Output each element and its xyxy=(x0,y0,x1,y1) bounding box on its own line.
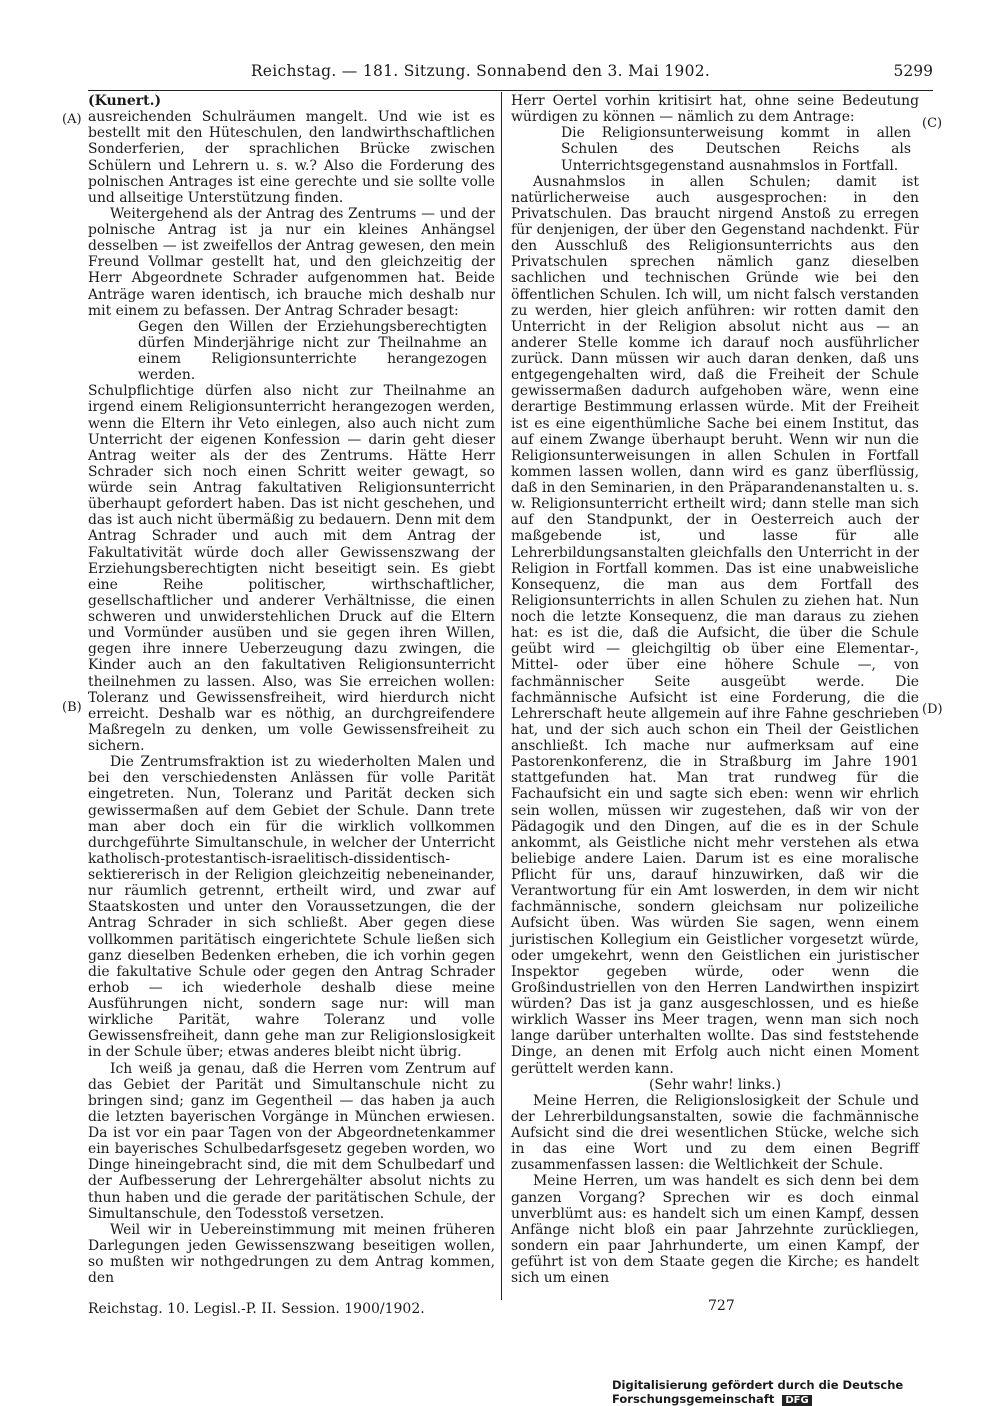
speaker-name: (Kunert.) xyxy=(88,93,162,109)
interjection: (Sehr wahr! links.) xyxy=(648,1076,782,1093)
paragraph: Meine Herren, die Religionslosigkeit der Schule und der Lehrerbildungsanstalten, sowie die fachmännische Aufsicht sind die drei wesentlichen Stücke, welche sich in das eine Wort und zu dem einen Begriff zusammenfassen lassen: die Weltlichkeit der Schule. xyxy=(511,1092,919,1174)
paragraph: Ausnahmslos in allen Schulen; damit ist natürlicherweise auch ausgesprochen: in den Privatschulen. Das braucht nirgend Anstoß zu erregen für denjenigen, der über den Gegenstand nachdenkt. Für den Ausschluß des Religionsunterrichts aus den Privatschulen sprechen nämlich ganz dieselben sachlichen und technischen Gründe wie bei den öffentlichen Schulen. Ich will, um nicht falsch verstanden zu werden, hier gleich anführen: wir rotten damit den Unterricht in der Religion absolut nicht aus — an anderer Stelle komme ich darauf noch ausführlicher zurück. Dann müssen wir auch daran denken, daß uns entgegengehalten wird, daß die Freiheit der Schule gewissermaßen dadurch aufgehoben wäre, wenn eine derartige Bestimmung erlassen würde. Mit der Freiheit ist es eine eigenthümliche Sache bei einem Institut, das auf einem Zwange überhaupt beruht. Wenn wir nun die Religionsunterweisungen in allen Schulen in Fortfall kommen lassen wollen, dann wird es ganz überflüssig, daß in den Seminarien, in den Präparandenanstalten u. s. w. Religionsunterricht ertheilt wird; dann stelle man sich auf den Standpunkt, der in Oesterreich auch der maßgebende ist, und lasse für alle Lehrerbildungsanstalten gleichfalls den Unterricht in der Religion in Fortfall kommen. Das ist eine unabweisliche Konsequenz, die man aus dem Fortfall des Religionsunterrichts in allen Schulen zu ziehen hat. Nun noch die letzte Konsequenz, die man daraus zu ziehen hat: es ist die, daß die Aufsicht, die über die Schule geübt wird — gleichgiltig ob über eine Elementar-, Mittel- oder über eine höhere Schule —, von fachmännischer Seite ausgeübt werde. Die fachmännische Aufsicht ist eine Forderung, die die Lehrerschaft heute allgemein auf ihre Fahne geschrieben hat, und der sich auch schon ein Theil der Geistlichen anschließt. Ich mache nur aufmerksam auf eine Pastorenkonferenz, die in Straßburg im Jahre 1901 stattgefunden hat. Man trat rundweg für die Fachaufsicht ein und sagte sich eben: wenn wir ehrlich sein wollen, müssen wir zugestehen, daß wir von der Pädagogik und den Dingen, auf die es in der Schule ankommt, als Geistliche nicht mehr verstehen als etwa beliebige andere Laien. Darum ist es eine moralische Pflicht für uns, darauf hinzuwirken, daß wir die Verantwortung für ein Amt loswerden, in dem wir nicht fachmännische, sondern gleichsam nur polizeiliche Aufsicht üben. Was würden Sie sagen, wenn einem juristischen Kollegium ein Geistlicher vorgesetzt würde, oder umgekehrt, wenn den Geistlichen ein juristischer Inspektor gegeben würde, oder wenn die Großindustriellen von den Herren Landwirthen inspizirt würden? Das ist ja ganz ausgeschlossen, und es hieße wirklich Wasser ins Meer tragen, wenn man sich noch lange darüber unterhalten wollte. Das sind feststehende Dinge, an denen mit Erfolg auch nicht einen Moment gerüttelt werden kann. xyxy=(511,173,919,1077)
column-divider xyxy=(501,92,502,1300)
margin-marker-d: (D) xyxy=(922,702,943,717)
watermark-text: Digitalisierung gefördert durch die Deutsche Forschungsgemeinschaft xyxy=(612,1378,904,1406)
paragraph: Weitergehend als der Antrag des Zentrums — und der polnische Antrag ist ja nur ein kleines Anhängsel desselben — ist zweifellos der Antrag gewesen, den mein Freund Vollmar gestellt hat, und den gleichzeitig der Herr Abgeordnete Schrader aufgenommen hat. Beide Anträge waren identisch, ich brauche mich deshalb nur mit einem zu befassen. Der Antrag Schrader besagt: xyxy=(88,205,495,319)
left-column xyxy=(88,93,495,1286)
paragraph: Meine Herren, um was handelt es sich denn bei dem ganzen Vorgang? Sprechen wir es doch einmal unverblümt aus: es handelt sich um einen Kampf, dessen Anfänge nicht bloß ein paar Jahrzehnte zurückliegen, sondern ein paar Jahrhunderte, um einen Kampf, der geführt ist von dem Staate gegen die Kirche; es handelt sich um einen xyxy=(511,1173,919,1287)
quoted-motion: Gegen den Willen der Erziehungsberechtigten dürfen Minderjährige nicht zur Theilnahme an einem Religionsunterrichte herangezogen werden. xyxy=(138,318,487,384)
margin-marker-a: (A) xyxy=(62,112,82,127)
margin-marker-c: (C) xyxy=(922,116,943,131)
page-header-title: Reichstag. — 181. Sitzung. Sonnabend den 3. Mai 1902. xyxy=(250,62,711,80)
right-column xyxy=(511,93,919,1286)
paragraph: ausreichenden Schulräumen mangelt. Und wie ist es bestellt mit den Hüteschulen, den landwirthschaftlichen Sonderferien, der sprachlichen Brücke zwischen Schülern und Lehrern u. s. w.? Also die Forderung des polnischen Antrages ist eine gerechte und sie sollte volle und allseitige Unterstützung finden. xyxy=(88,109,495,206)
paragraph: Schulpflichtige dürfen also nicht zur Theilnahme an irgend einem Religionsunterricht herangezogen werden, wenn die Eltern ihr Veto einlegen, also auch nicht zum Unterricht der eigenen Konfession — darin geht dieser Antrag weiter als der des Zentrums. Hätte Herr Schrader sich noch einen Schritt weiter gewagt, so würde sein Antrag fakultativen Religionsunterricht überhaupt gefordert haben. Das ist nicht geschehen, und das ist auch nicht übermäßig zu bedauern. Denn mit dem Antrag Schrader und auch mit dem Antrag der Fakultativität würde doch aller Gewissenszwang der Erziehungsberechtigten nicht beseitigt sein. Es giebt eine Reihe politischer, wirthschaftlicher, gesellschaftlicher und anderer Verhältnisse, die einen schweren und unwiderstehlichen Druck auf die Eltern und Vormünder ausüben und sie gegen ihren Willen, gegen ihre innere Ueberzeugung dazu zwingen, die Kinder auch an den fakultativen Religionsunterricht theilnehmen zu lassen. Also, was Sie erreichen wollen: Toleranz und Gewissensfreiheit, wird hierdurch nicht erreicht. Deshalb war es nöthig, an durchgreifendere Maßregeln zu denken, um volle Gewissensfreiheit zu sichern. xyxy=(88,383,495,754)
paragraph: Herr Oertel vorhin kritisirt hat, ohne seine Bedeutung würdigen zu können — nämlich zu dem Antrage: xyxy=(511,93,919,126)
page-number: 5299 xyxy=(893,62,933,80)
dfg-watermark xyxy=(612,1378,1000,1406)
page-header xyxy=(88,62,933,88)
page-footer: Reichstag. 10. Legisl.-P. II. Session. 1900/1902. xyxy=(88,1301,425,1317)
header-rule xyxy=(88,90,933,91)
dfg-logo-icon: DFG xyxy=(782,1395,811,1406)
quoted-motion: Die Religionsunterweisung kommt in allen Schulen des Deutschen Reichs als Unterrichtsgegenstand ausnahmslos in Fortfall. xyxy=(561,125,911,174)
paragraph: Weil wir in Uebereinstimmung mit meinen früheren Darlegungen jeden Gewissenszwang beseitigen wollen, so mußten wir nothgedrungen zu dem Antrag kommen, den xyxy=(88,1221,495,1287)
paragraph: Ich weiß ja genau, daß die Herren vom Zentrum auf das Gebiet der Parität und Simultanschule nicht zu bringen sind; ganz im Gegentheil — das haben ja auch die letzten bayerischen Vorgänge in München erwiesen. Da ist vor ein paar Tagen von der Abgeordnetenkammer ein bayerisches Schulbedarfsgesetz gegeben worden, wo Dinge hineingebracht sind, die mit dem Schulbedarf und der Aufbesserung der Lehrergehälter absolut nichts zu thun haben und die gerade der paritätischen Schule, der Simultanschule, den Todesstoß versetzen. xyxy=(88,1060,495,1222)
paragraph: Die Zentrumsfraktion ist zu wiederholten Malen und bei den verschiedensten Anlässen für volle Parität eingetreten. Nun, Toleranz und Parität decken sich gewissermaßen auf dem Gebiet der Schule. Dann trete man aber doch ein für die wirklich vollkommen durchgeführte Simultanschule, in welcher der Unterricht katholisch-protestantisch-israelitisch-dissidentisch-sektiererisch in der Religion gleichzeitig nebeneinander, nur räumlich getrennt, ertheilt wird, und zwar auf Staatskosten und unter den Voraussetzungen, die der Antrag Schrader in sich schließt. Aber gegen diese vollkommen paritätisch eingerichtete Schule ließen sich ganz dieselben Bedenken erheben, die ich vorhin gegen die fakultative Schule oder gegen den Antrag Schrader erhob — ich wiederhole deshalb diese meine Ausführungen nicht, sondern sage nur: will man wirkliche Parität, wahre Toleranz und volle Gewissensfreiheit, dann gehe man zur Religionslosigkeit in der Schule über; etwas anderes bleibt nicht übrig. xyxy=(88,754,495,1061)
margin-marker-b: (B) xyxy=(62,700,82,715)
sheet-number: 727 xyxy=(708,1298,735,1314)
